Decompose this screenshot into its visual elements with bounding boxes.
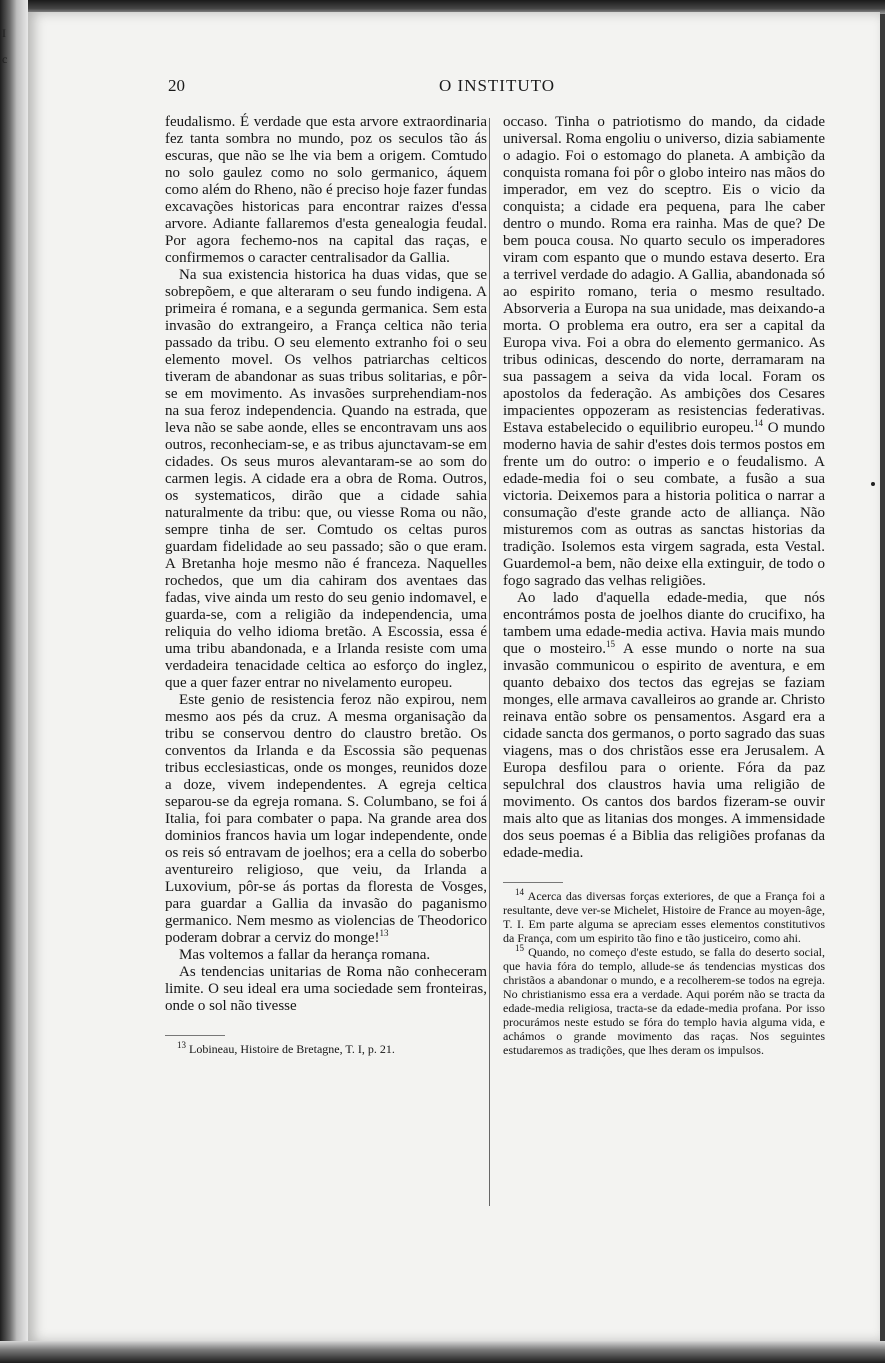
- scan-bottom-shadow: [0, 1341, 885, 1363]
- footnote: [503, 889, 825, 945]
- footnote-number: 13: [177, 1040, 186, 1050]
- paragraph: As tendencias unitarias de Roma não conheceram limite. O seu ideal era uma sociedade sem fronteiras, onde o sol não tivesse: [165, 964, 487, 1014]
- footnote-separator: [503, 882, 563, 883]
- paragraph-text: O mundo moderno havia de sahir d'estes dois termos postos em frente um do outro: o imperio e o feudalismo. A edade-media foi o seu combate, a fusão a sua victoria. Deixemos para a historia politica o narrar a consumação d'este grande acto de alliança. Não misturemos com as outras as sanctas historias da tradição. Isolemos esta virgem sagrada, esta Vestal. Guardemol-a bem, não deixe ella extinguir, de todo o fogo sagrado das velhas religiões.: [503, 420, 825, 589]
- paragraph: Mas voltemos a fallar da herança romana.: [179, 947, 431, 963]
- running-title: O INSTITUTO: [439, 76, 555, 95]
- page-number: 20: [168, 76, 185, 95]
- footnote-reference: 13: [379, 928, 389, 938]
- edge-letter: c: [2, 52, 8, 66]
- footnote-separator: [165, 1035, 225, 1036]
- footnote-number: 14: [515, 887, 524, 897]
- paragraph: [503, 114, 825, 590]
- footnote-text: Lobineau, Histoire de Bretagne, T. I, p. 21.: [189, 1042, 395, 1056]
- paragraph: Na sua existencia historica ha duas vidas, que se sobrepõem, e que alteraram o seu fundo indigena. A primeira é romana, e a segunda germanica. Sem esta invasão do extrangeiro, a França celtica não teria passado da tribu. O seu elemento extranho foi o seu elemento movel. Os velhos patriarchas celticos tiveram de abandonar as suas tribus solitarias, e pôr-se em movimento. As invasões surprehendiam-nos na sua feroz independencia. Quando na estrada, que leva não se sabe aonde, elles se encontravam uns aos outros, reconheciam-se, e as tribus ajunctavam-se em cidades. Os seus muros alevantaram-se ao som do carmen legis. A cidade era a obra de Roma. Outros, os systematicos, dirão que a cidade sahia naturalmente da tribu: que, ou viesse Roma ou não, sempre tinha de ser. Comtudo os celtas puros guardam fidelidade ao seu passado; são o que eram. A Bretanha hoje mesmo não é franceza. Naquelles rochedos, que um dia cahiram dos aventaes das fadas, vive ainda um resto do seu genio indomavel, e guarda-se, com a religião da independencia, uma reliquia do velho idioma bretão. A Escossia, essa é uma tribu abandonada, e a Irlanda resiste com uma verdadeira tenacidade celtica ao esforço do inglez, que a quer fazer entrar no nivelamento europeu.: [165, 267, 487, 691]
- footnote: [503, 945, 825, 1057]
- footnote-reference: 14: [754, 418, 763, 428]
- paragraph-text: Este genio de resistencia feroz não expirou, nem mesmo aos pés da cruz. A mesma organisação da tribu se conservou dentro do claustro bretão. Os conventos da Irlanda e da Escossia são pequenas tribus ecclesiasticas, onde os monges, reunidos doze a doze, vivem independentes. A egreja celtica separou-se da egreja romana. S. Columbano, se foi á Italia, foi para combater o papa. Na grande area dos dominios francos havia um logar independente, onde os reis só entravam de joelhos; era a cella do soberbo aventureiro religioso, que veiu, da Irlanda a Luxovium, pôr-se ás portas da floresta de Vosges, para guardar a Gallia da invasão do paganismo germanico. Nem mesmo as violencias de Theodorico poderam dobrar a cerviz do monge!: [165, 692, 487, 946]
- ink-speck: [871, 482, 875, 486]
- edge-letter: I: [2, 26, 6, 40]
- page-header: [168, 76, 826, 102]
- paragraph-text: A esse mundo o norte na sua invasão communicou o espirito de aventura, e em quanto debaixo dos tectos das egrejas se faziam monges, elle armava cavalleiros ao grande ar. Christo reinava então sobre os pensamentos. Asgard era a cidade sancta dos germanos, o porto sagrado das suas viagens, mas o dos christãos esse era Jerusalem. A Europa desfilou para o oriente. Fóra da paz sepulchral dos claustros havia uma religião de movimento. Os cantos dos bardos fizeram-se ouvir mais alto que as litanias dos monges. A immensidade dos seus poemas é a Biblia das religiões profanas da edade-media.: [503, 641, 826, 861]
- column-divider: [489, 118, 490, 1206]
- paragraph: [165, 692, 487, 947]
- footnote: [165, 1042, 487, 1056]
- paragraph-text: Ao lado d'aquella edade-media, que nós encontrámos posta de joelhos diante do crucifixo, ha tambem uma edade-media activa. Havia mais mundo que o mosteiro.: [503, 590, 825, 657]
- paragraph: feudalismo. É verdade que esta arvore extraordinaria fez tanta sombra no mundo, poz os seculos tão ás escuras, que não se lhe via bem a origem. Comtudo no solo gaulez como no solo germanico, áquem como além do Rheno, não é preciso hoje fazer fundas excavações historicas para encontrar raizes d'essa arvore. Adiante fallaremos d'esta genealogia feudal. Por agora fechemo-nos na capital das raças, e confirmemos o caracter centralisador da Gallia.: [165, 114, 487, 266]
- footnote-text: Quando, no começo d'este estudo, se falla do deserto social, que havia fóra do templo, allude-se ás tendencias mysticas dos christãos a abandonar o mundo, e a recolherem-se todos na egreja. No christianismo essa era a verdade. Aqui porém não se tracta da edade-media religiosa, tracta-se da edade-media profana. Por isso procurámos neste estudo se fóra do templo havia alguma vida, e achámos o grande movimento das raças. Nos seguintes estudaremos as tradições, que lhes deram os impulsos.: [503, 945, 825, 1057]
- footnote-text: Acerca das diversas forças exteriores, de que a França foi a resultante, deve ver-se Michelet, Histoire de France au moyen-âge, T. I. Em parte alguma se apreciam esses elementos constitutivos da França, com um espirito tão fino e tão justiceiro, como ahi.: [503, 889, 825, 945]
- right-column: [503, 114, 825, 1057]
- paragraph: [503, 590, 825, 862]
- footnote-reference: 15: [606, 639, 616, 649]
- footnotes: [503, 882, 825, 1057]
- footnote-number: 15: [515, 943, 524, 953]
- paragraph-text: occaso. Tinha o patriotismo do mando, da cidade universal. Roma engoliu o universo, dizia sabiamente o adagio. Foi o estomago do planeta. A ambição da conquista romana foi pôr o globo inteiro nas mãos do imperador, em vez do sceptro. Eis o vicio da conquista; a cidade era pequena, para lhe caber dentro o mundo. Roma era rainha. Mas de que? De bem pouca cousa. No quarto seculo os imperadores viram com espanto que o mundo estava deserto. Era a terrivel verdade do adagio. A Gallia, abandonada só ao espirito romano, teria o mesmo resultado. Absorveria a Europa na sua unidade, mas deixando-a morta. O problema era outro, era ser a capital da Europa viva. Foi a obra do elemento germanico. As tribus odinicas, descendo do norte, derramaram na sua passagem a seiva da vida local. Foram os apostolos da federação. As ambições dos Cesares impacientes oppozeram as resistencias federativas. Estava estabelecido o equilibrio europeu.: [503, 114, 825, 436]
- footnotes: [165, 1035, 487, 1056]
- previous-page-edge: [0, 0, 28, 1363]
- left-column: [165, 114, 487, 1056]
